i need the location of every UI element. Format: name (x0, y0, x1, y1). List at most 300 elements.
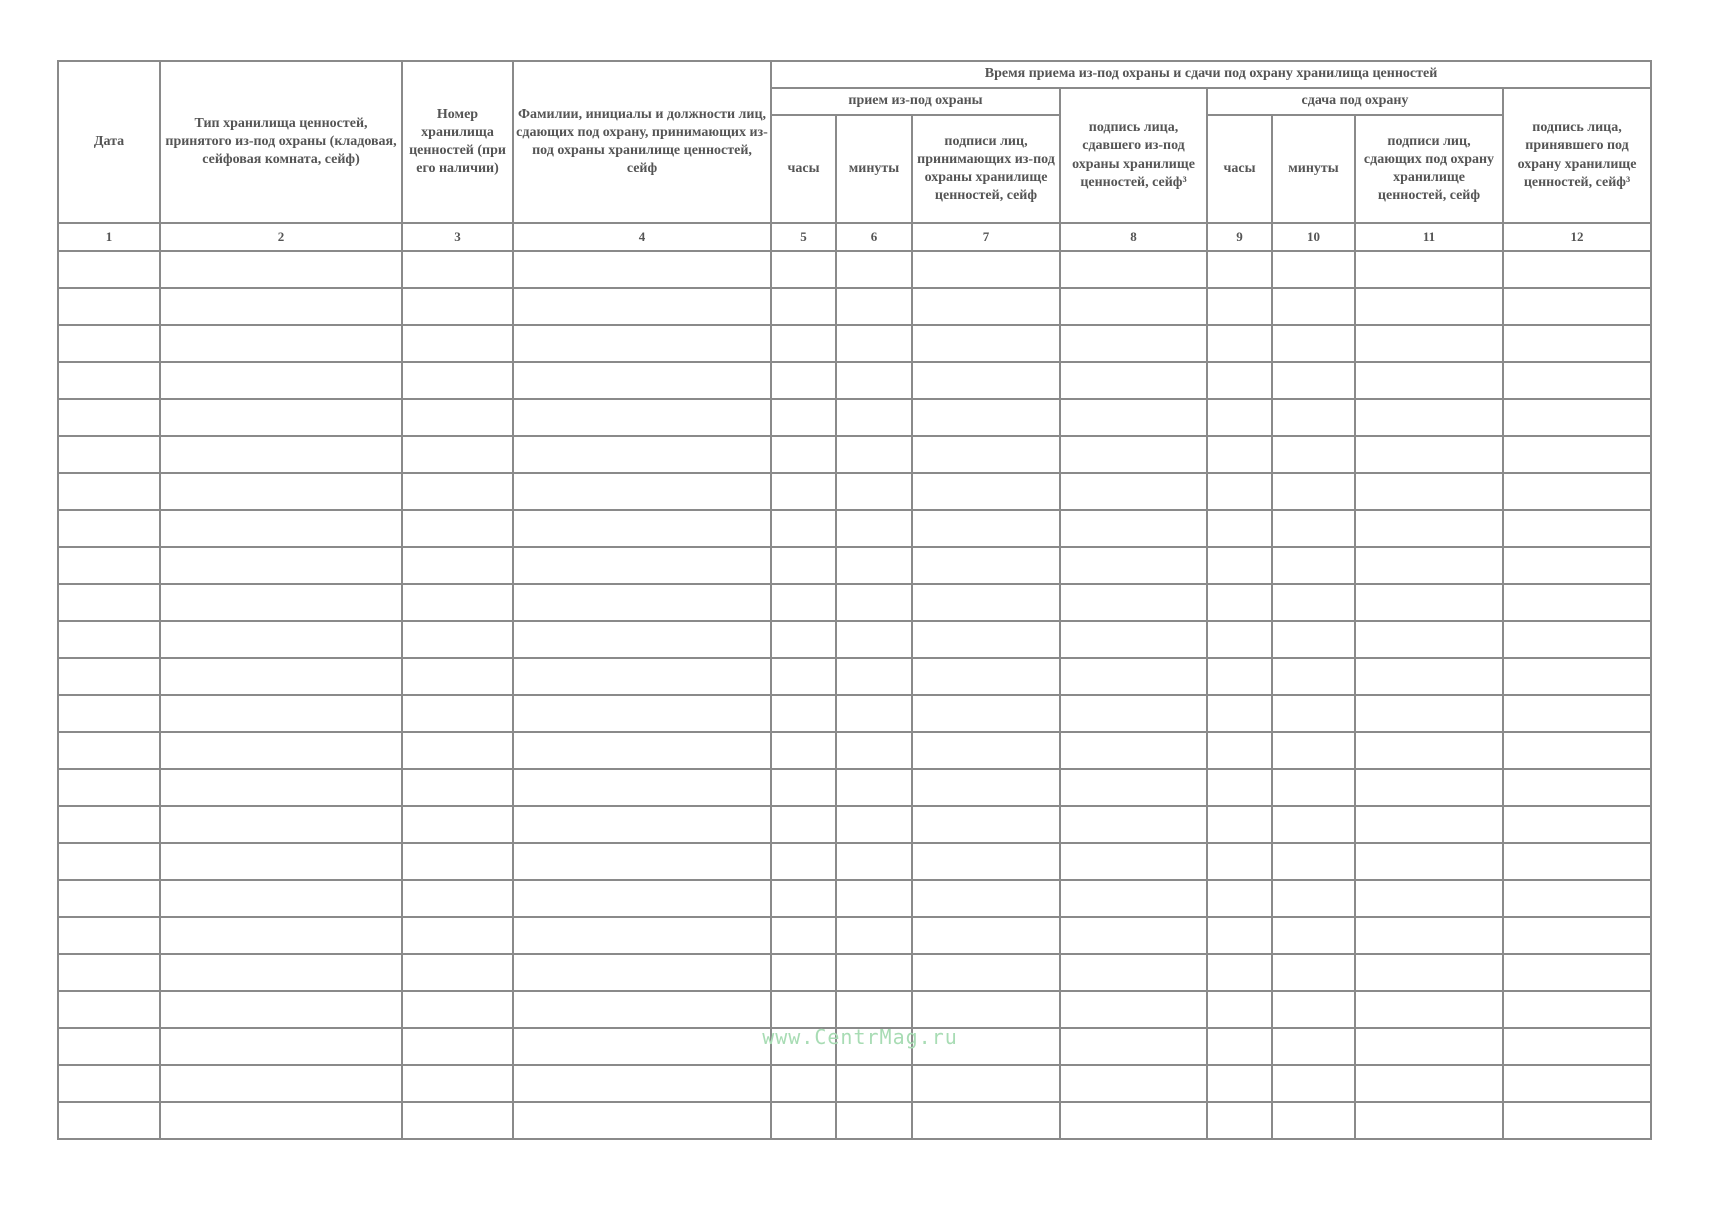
table-cell[interactable] (160, 732, 402, 769)
table-cell[interactable] (58, 510, 160, 547)
table-cell[interactable] (160, 695, 402, 732)
table-cell[interactable] (160, 1065, 402, 1102)
table-cell[interactable] (1503, 769, 1651, 806)
table-cell[interactable] (912, 473, 1060, 510)
table-cell[interactable] (58, 1028, 160, 1065)
table-cell[interactable] (58, 288, 160, 325)
table-cell[interactable] (1272, 732, 1355, 769)
header-accept-hours: часы (771, 115, 836, 223)
table-cell[interactable] (402, 288, 513, 325)
table-cell[interactable] (1060, 880, 1207, 917)
table-cell[interactable] (1355, 547, 1503, 584)
table-cell[interactable] (1355, 1028, 1503, 1065)
table-cell[interactable] (160, 991, 402, 1028)
table-cell[interactable] (1355, 584, 1503, 621)
table-cell[interactable] (1060, 732, 1207, 769)
table-cell[interactable] (912, 362, 1060, 399)
table-cell[interactable] (513, 436, 771, 473)
table-cell[interactable] (1272, 547, 1355, 584)
table-cell[interactable] (160, 1028, 402, 1065)
table-cell[interactable] (513, 547, 771, 584)
table-cell[interactable] (836, 695, 912, 732)
table-cell[interactable] (58, 325, 160, 362)
table-cell[interactable] (402, 1102, 513, 1139)
table-cell[interactable] (836, 658, 912, 695)
table-cell[interactable] (1355, 954, 1503, 991)
table-cell[interactable] (160, 251, 402, 288)
table-cell[interactable] (912, 251, 1060, 288)
table-cell[interactable] (1060, 325, 1207, 362)
table-cell[interactable] (1503, 917, 1651, 954)
header-accept-signatures: подписи лиц, принимающих из-под охраны хранилище ценностей, сейф (912, 115, 1060, 223)
table-cell[interactable] (1207, 880, 1272, 917)
table-cell[interactable] (912, 1102, 1060, 1139)
table-cell[interactable] (1207, 251, 1272, 288)
table-cell[interactable] (1272, 436, 1355, 473)
table-cell[interactable] (836, 1065, 912, 1102)
table-cell[interactable] (402, 843, 513, 880)
table-cell[interactable] (771, 510, 836, 547)
table-cell[interactable] (1355, 658, 1503, 695)
table-cell[interactable] (402, 806, 513, 843)
table-cell[interactable] (836, 769, 912, 806)
table-cell[interactable] (836, 1102, 912, 1139)
table-cell[interactable] (1060, 1065, 1207, 1102)
table-cell[interactable] (1207, 399, 1272, 436)
table-cell[interactable] (1207, 473, 1272, 510)
table-cell[interactable] (1355, 399, 1503, 436)
table-cell[interactable] (58, 769, 160, 806)
table-cell[interactable] (58, 362, 160, 399)
table-cell[interactable] (160, 473, 402, 510)
table-cell[interactable] (771, 806, 836, 843)
table-cell[interactable] (513, 288, 771, 325)
table-cell[interactable] (58, 843, 160, 880)
table-cell[interactable] (58, 695, 160, 732)
table-cell[interactable] (160, 584, 402, 621)
table-cell[interactable] (1355, 880, 1503, 917)
table-cell[interactable] (771, 843, 836, 880)
column-number: 7 (912, 223, 1060, 251)
table-cell[interactable] (58, 547, 160, 584)
table-cell[interactable] (771, 547, 836, 584)
table-cell[interactable] (1272, 843, 1355, 880)
table-cell[interactable] (1060, 621, 1207, 658)
table-cell[interactable] (1207, 1102, 1272, 1139)
table-cell[interactable] (912, 399, 1060, 436)
table-cell[interactable] (1355, 362, 1503, 399)
table-cell[interactable] (1503, 1028, 1651, 1065)
table-cell[interactable] (836, 954, 912, 991)
table-cell[interactable] (912, 621, 1060, 658)
table-cell[interactable] (912, 917, 1060, 954)
table-cell[interactable] (1355, 917, 1503, 954)
table-cell[interactable] (1060, 1028, 1207, 1065)
table-cell[interactable] (771, 695, 836, 732)
table-cell[interactable] (1503, 806, 1651, 843)
table-cell[interactable] (1503, 510, 1651, 547)
table-cell[interactable] (58, 880, 160, 917)
header-accept-minutes: минуты (836, 115, 912, 223)
table-cell[interactable] (58, 917, 160, 954)
table-cell[interactable] (771, 917, 836, 954)
table-cell[interactable] (513, 658, 771, 695)
table-cell[interactable] (771, 732, 836, 769)
table-cell[interactable] (1503, 362, 1651, 399)
table-cell[interactable] (1207, 1028, 1272, 1065)
table-cell[interactable] (1207, 436, 1272, 473)
table-cell[interactable] (513, 954, 771, 991)
table-cell[interactable] (1060, 399, 1207, 436)
table-cell[interactable] (58, 732, 160, 769)
table-cell[interactable] (402, 732, 513, 769)
table-cell[interactable] (912, 732, 1060, 769)
table-cell[interactable] (836, 806, 912, 843)
table-cell[interactable] (1503, 288, 1651, 325)
table-cell[interactable] (1207, 658, 1272, 695)
table-cell[interactable] (1503, 880, 1651, 917)
table-cell[interactable] (1503, 658, 1651, 695)
table-cell[interactable] (771, 1065, 836, 1102)
table-cell[interactable] (836, 917, 912, 954)
table-cell[interactable] (1272, 695, 1355, 732)
table-cell[interactable] (912, 325, 1060, 362)
table-cell[interactable] (912, 436, 1060, 473)
table-cell[interactable] (912, 547, 1060, 584)
table-cell[interactable] (1503, 251, 1651, 288)
table-cell[interactable] (771, 954, 836, 991)
table-cell[interactable] (513, 251, 771, 288)
table-cell[interactable] (836, 399, 912, 436)
table-cell[interactable] (1060, 473, 1207, 510)
table-cell[interactable] (160, 510, 402, 547)
table-cell[interactable] (1272, 1028, 1355, 1065)
table-cell[interactable] (836, 547, 912, 584)
table-cell[interactable] (1272, 917, 1355, 954)
table-cell[interactable] (58, 251, 160, 288)
table-cell[interactable] (771, 288, 836, 325)
table-cell[interactable] (912, 584, 1060, 621)
table-cell[interactable] (1503, 584, 1651, 621)
table-cell[interactable] (1207, 621, 1272, 658)
table-cell[interactable] (160, 1102, 402, 1139)
table-cell[interactable] (1355, 1065, 1503, 1102)
table-cell[interactable] (912, 806, 1060, 843)
table-cell[interactable] (771, 251, 836, 288)
table-cell[interactable] (513, 991, 771, 1028)
table-cell[interactable] (1355, 806, 1503, 843)
table-cell[interactable] (1503, 954, 1651, 991)
table-cell[interactable] (771, 1102, 836, 1139)
column-number: 9 (1207, 223, 1272, 251)
table-cell[interactable] (1272, 880, 1355, 917)
table-cell[interactable] (402, 1028, 513, 1065)
table-cell[interactable] (402, 991, 513, 1028)
table-cell[interactable] (513, 695, 771, 732)
table-cell[interactable] (1503, 399, 1651, 436)
table-cell[interactable] (1207, 1065, 1272, 1102)
table-cell[interactable] (160, 880, 402, 917)
table-cell[interactable] (160, 917, 402, 954)
table-cell[interactable] (160, 362, 402, 399)
table-cell[interactable] (1060, 769, 1207, 806)
table-cell[interactable] (1503, 1065, 1651, 1102)
table-cell[interactable] (912, 880, 1060, 917)
table-row (58, 251, 1651, 288)
table-cell[interactable] (1355, 695, 1503, 732)
table-cell[interactable] (513, 584, 771, 621)
table-cell[interactable] (836, 288, 912, 325)
table-cell[interactable] (1207, 843, 1272, 880)
table-cell[interactable] (1355, 510, 1503, 547)
table-cell[interactable] (1207, 510, 1272, 547)
table-cell[interactable] (771, 880, 836, 917)
table-cell[interactable] (402, 917, 513, 954)
table-cell[interactable] (912, 1065, 1060, 1102)
table-cell[interactable] (836, 473, 912, 510)
table-cell[interactable] (1355, 991, 1503, 1028)
table-cell[interactable] (836, 732, 912, 769)
table-cell[interactable] (1503, 695, 1651, 732)
table-cell[interactable] (160, 399, 402, 436)
table-cell[interactable] (1207, 695, 1272, 732)
table-cell[interactable] (58, 954, 160, 991)
table-cell[interactable] (1060, 288, 1207, 325)
table-cell[interactable] (513, 621, 771, 658)
table-cell[interactable] (912, 510, 1060, 547)
table-cell[interactable] (160, 621, 402, 658)
table-cell[interactable] (771, 436, 836, 473)
table-cell[interactable] (513, 880, 771, 917)
table-cell[interactable] (1355, 473, 1503, 510)
table-cell[interactable] (1207, 362, 1272, 399)
table-cell[interactable] (58, 1102, 160, 1139)
table-cell[interactable] (1355, 436, 1503, 473)
table-cell[interactable] (836, 362, 912, 399)
table-cell[interactable] (1207, 325, 1272, 362)
table-cell[interactable] (1060, 510, 1207, 547)
table-cell[interactable] (1060, 843, 1207, 880)
table-cell[interactable] (160, 769, 402, 806)
table-cell[interactable] (912, 769, 1060, 806)
table-cell[interactable] (1272, 1102, 1355, 1139)
table-cell[interactable] (402, 658, 513, 695)
table-cell[interactable] (58, 991, 160, 1028)
table-cell[interactable] (58, 806, 160, 843)
table-row (58, 473, 1651, 510)
table-cell[interactable] (402, 621, 513, 658)
table-cell[interactable] (1272, 251, 1355, 288)
table-cell[interactable] (1355, 732, 1503, 769)
table-cell[interactable] (402, 695, 513, 732)
table-row (58, 917, 1651, 954)
table-cell[interactable] (836, 584, 912, 621)
table-cell[interactable] (513, 1028, 771, 1065)
table-cell[interactable] (1272, 621, 1355, 658)
table-cell[interactable] (58, 473, 160, 510)
table-cell[interactable] (836, 325, 912, 362)
table-cell[interactable] (58, 621, 160, 658)
table-cell[interactable] (912, 288, 1060, 325)
table-cell[interactable] (1272, 399, 1355, 436)
table-cell[interactable] (1272, 510, 1355, 547)
table-cell[interactable] (402, 584, 513, 621)
table-cell[interactable] (160, 547, 402, 584)
table-cell[interactable] (1207, 732, 1272, 769)
table-cell[interactable] (402, 954, 513, 991)
table-cell[interactable] (513, 510, 771, 547)
table-cell[interactable] (1207, 806, 1272, 843)
table-cell[interactable] (1207, 288, 1272, 325)
table-cell[interactable] (1272, 806, 1355, 843)
table-cell[interactable] (1272, 362, 1355, 399)
table-cell[interactable] (1272, 325, 1355, 362)
table-cell[interactable] (402, 325, 513, 362)
table-cell[interactable] (160, 806, 402, 843)
table-cell[interactable] (402, 1065, 513, 1102)
table-cell[interactable] (402, 362, 513, 399)
table-cell[interactable] (1060, 991, 1207, 1028)
table-cell[interactable] (836, 991, 912, 1028)
table-cell[interactable] (1503, 547, 1651, 584)
table-cell[interactable] (1503, 991, 1651, 1028)
table-cell[interactable] (1503, 843, 1651, 880)
table-cell[interactable] (58, 584, 160, 621)
column-number: 12 (1503, 223, 1651, 251)
table-cell[interactable] (402, 251, 513, 288)
table-row (58, 288, 1651, 325)
table-cell[interactable] (58, 1065, 160, 1102)
table-cell[interactable] (1355, 1102, 1503, 1139)
table-cell[interactable] (836, 510, 912, 547)
table-row (58, 658, 1651, 695)
table-cell[interactable] (1060, 806, 1207, 843)
table-cell[interactable] (1355, 621, 1503, 658)
table-cell[interactable] (513, 732, 771, 769)
table-cell[interactable] (1272, 288, 1355, 325)
table-cell[interactable] (1060, 547, 1207, 584)
table-cell[interactable] (1207, 769, 1272, 806)
table-cell[interactable] (402, 880, 513, 917)
table-cell[interactable] (771, 584, 836, 621)
table-cell[interactable] (912, 695, 1060, 732)
table-cell[interactable] (771, 473, 836, 510)
table-cell[interactable] (836, 251, 912, 288)
table-cell[interactable] (1355, 325, 1503, 362)
table-cell[interactable] (513, 917, 771, 954)
table-cell[interactable] (58, 399, 160, 436)
table-cell[interactable] (836, 436, 912, 473)
table-cell[interactable] (1503, 325, 1651, 362)
table-cell[interactable] (160, 325, 402, 362)
table-cell[interactable] (1355, 251, 1503, 288)
table-cell[interactable] (771, 991, 836, 1028)
table-cell[interactable] (513, 1102, 771, 1139)
table-cell[interactable] (1060, 658, 1207, 695)
table-cell[interactable] (1060, 954, 1207, 991)
table-cell[interactable] (160, 288, 402, 325)
table-cell[interactable] (513, 843, 771, 880)
table-cell[interactable] (771, 399, 836, 436)
table-cell[interactable] (58, 658, 160, 695)
table-cell[interactable] (160, 954, 402, 991)
table-cell[interactable] (771, 362, 836, 399)
table-cell[interactable] (402, 769, 513, 806)
table-cell[interactable] (1272, 584, 1355, 621)
table-cell[interactable] (1060, 1102, 1207, 1139)
table-cell[interactable] (58, 436, 160, 473)
table-cell[interactable] (1272, 991, 1355, 1028)
table-cell[interactable] (1207, 547, 1272, 584)
table-cell[interactable] (836, 843, 912, 880)
table-cell[interactable] (1060, 917, 1207, 954)
table-cell[interactable] (513, 325, 771, 362)
table-cell[interactable] (402, 473, 513, 510)
table-cell[interactable] (160, 658, 402, 695)
table-cell[interactable] (771, 621, 836, 658)
table-cell[interactable] (160, 843, 402, 880)
table-cell[interactable] (402, 399, 513, 436)
table-cell[interactable] (771, 325, 836, 362)
table-cell[interactable] (1355, 769, 1503, 806)
table-cell[interactable] (513, 362, 771, 399)
table-cell[interactable] (912, 954, 1060, 991)
table-cell[interactable] (1060, 436, 1207, 473)
table-cell[interactable] (836, 880, 912, 917)
table-cell[interactable] (513, 806, 771, 843)
table-cell[interactable] (912, 843, 1060, 880)
table-cell[interactable] (1503, 732, 1651, 769)
table-cell[interactable] (1272, 1065, 1355, 1102)
table-cell[interactable] (402, 436, 513, 473)
table-cell[interactable] (1207, 954, 1272, 991)
table-cell[interactable] (1503, 473, 1651, 510)
table-cell[interactable] (1207, 991, 1272, 1028)
column-number: 2 (160, 223, 402, 251)
table-cell[interactable] (1060, 695, 1207, 732)
table-cell[interactable] (1503, 621, 1651, 658)
table-cell[interactable] (1060, 584, 1207, 621)
table-cell[interactable] (513, 473, 771, 510)
table-cell[interactable] (1355, 843, 1503, 880)
table-cell[interactable] (160, 436, 402, 473)
table-cell[interactable] (1207, 917, 1272, 954)
table-cell[interactable] (1272, 769, 1355, 806)
table-cell[interactable] (1060, 362, 1207, 399)
table-cell[interactable] (836, 621, 912, 658)
table-cell[interactable] (402, 547, 513, 584)
table-cell[interactable] (1207, 584, 1272, 621)
table-cell[interactable] (912, 991, 1060, 1028)
table-cell[interactable] (1272, 658, 1355, 695)
header-vault-number: Номер хранилища ценностей (при его наличии) (402, 61, 513, 223)
table-cell[interactable] (1355, 288, 1503, 325)
table-cell[interactable] (513, 399, 771, 436)
table-cell[interactable] (771, 769, 836, 806)
table-cell[interactable] (1503, 436, 1651, 473)
table-row (58, 325, 1651, 362)
table-cell[interactable] (1503, 1102, 1651, 1139)
table-cell[interactable] (513, 769, 771, 806)
table-cell[interactable] (771, 658, 836, 695)
table-cell[interactable] (402, 510, 513, 547)
table-cell[interactable] (1272, 473, 1355, 510)
table-cell[interactable] (1060, 251, 1207, 288)
watermark: www.CentrMag.ru (762, 1025, 958, 1049)
table-cell[interactable] (1272, 954, 1355, 991)
table-cell[interactable] (513, 1065, 771, 1102)
table-cell[interactable] (912, 658, 1060, 695)
